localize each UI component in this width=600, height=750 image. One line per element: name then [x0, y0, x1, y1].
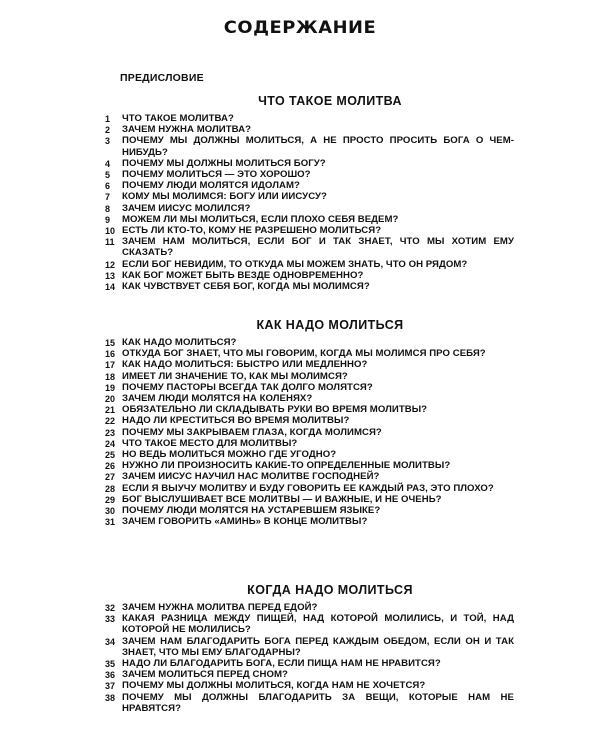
toc-entry: [0, 483, 600, 494]
entry-number: 7: [105, 192, 111, 203]
toc-entry: [0, 680, 600, 691]
entry-text: БОГ ВЫСЛУШИВАЕТ ВСЕ МОЛИТВЫ — И ВАЖНЫЕ, И НЕ ОЧЕНЬ?: [122, 493, 442, 505]
toc-entry: [0, 613, 600, 635]
entry-number: 3: [105, 136, 111, 147]
toc-entry: [0, 636, 600, 658]
section-heading: КАК НАДО МОЛИТЬСЯ: [256, 318, 404, 332]
toc-entry: [0, 124, 600, 135]
entry-text: ОБЯЗАТЕЛЬНО ЛИ СКЛАДЫВАТЬ РУКИ ВО ВРЕМЯ МОЛИТВЫ?: [122, 404, 428, 416]
entry-text: НУЖНО ЛИ ПРОИЗНОСИТЬ КАКИЕ-ТО ОПРЕДЕЛЕННЫЕ МОЛИТВЫ?: [122, 460, 451, 472]
toc-entry: [0, 236, 600, 258]
toc-entry: [0, 359, 600, 370]
entry-text: ЕСЛИ БОГ НЕВИДИМ, ТО ОТКУДА МЫ МОЖЕМ ЗНАТЬ, ЧТО ОН РЯДОМ?: [122, 258, 468, 270]
entry-text: ЗАЧЕМ ИИСУС НАУЧИЛ НАС МОЛИТВЕ ГОСПОДНЕЙ?: [122, 471, 380, 483]
toc-entry: [0, 135, 600, 157]
entry-text: ЕСЛИ Я ВЫУЧУ МОЛИТВУ И БУДУ ГОВОРИТЬ ЕЕ КАЖДЫЙ РАЗ, ЭТО ПЛОХО?: [122, 482, 494, 494]
toc-entry: [0, 214, 600, 225]
section-heading: КОГДА НАДО МОЛИТЬСЯ: [247, 583, 413, 597]
toc-entry: [0, 427, 600, 438]
entry-number: 27: [105, 472, 116, 483]
entry-text: ПОЧЕМУ МОЛИТЬСЯ — ЭТО ХОРОШО?: [122, 169, 311, 181]
toc-entry: [0, 270, 600, 281]
toc-entry: [0, 169, 600, 180]
entry-text: НО ВЕДЬ МОЛИТЬСЯ МОЖНО ГДЕ УГОДНО?: [122, 449, 337, 461]
toc-entry: [0, 225, 600, 236]
entry-number: 26: [105, 461, 116, 472]
entry-number: 38: [105, 692, 116, 703]
entry-number: 21: [105, 405, 116, 416]
entry-text: ЕСТЬ ЛИ КТО-ТО, КОМУ НЕ РАЗРЕШЕНО МОЛИТЬСЯ?: [122, 225, 382, 237]
section-what-is-prayer: [0, 94, 600, 292]
toc-entry: [0, 438, 600, 449]
section-how-to-pray: [0, 318, 600, 527]
entry-text: КОМУ МЫ МОЛИМСЯ: БОГУ ИЛИ ИИСУСУ?: [122, 191, 327, 203]
entry-number: 18: [105, 371, 116, 382]
entry-number: 5: [105, 170, 111, 181]
toc-entry: [0, 259, 600, 270]
entry-text: ПОЧЕМУ ЛЮДИ МОЛЯТСЯ ИДОЛАМ?: [122, 180, 300, 192]
toc-entry: [0, 371, 600, 382]
section-heading: ЧТО ТАКОЕ МОЛИТВА: [258, 94, 402, 108]
toc-entry: [0, 404, 600, 415]
toc-entry: [0, 281, 600, 292]
entry-text: ЗАЧЕМ ГОВОРИТЬ «АМИНЬ» В КОНЦЕ МОЛИТВЫ?: [122, 516, 368, 528]
entry-number: 33: [105, 614, 116, 625]
page-title: СОДЕРЖАНИЕ: [223, 18, 377, 38]
preface-entry: ПРЕДИСЛОВИЕ: [120, 72, 204, 84]
entry-text: ОТКУДА БОГ ЗНАЕТ, ЧТО МЫ ГОВОРИМ, КОГДА МЫ МОЛИМСЯ ПРО СЕБЯ?: [122, 348, 486, 360]
entry-number: 14: [105, 282, 116, 293]
toc-entry: [0, 180, 600, 191]
entry-number: 13: [105, 270, 116, 281]
entry-text: ЗАЧЕМ ИИСУС МОЛИЛСЯ?: [122, 202, 251, 214]
entry-number: 10: [105, 226, 116, 237]
entry-text: КАК НАДО МОЛИТЬСЯ: БЫСТРО ИЛИ МЕДЛЕННО?: [122, 359, 368, 371]
entry-number: 35: [105, 659, 116, 670]
entry-text: ИМЕЕТ ЛИ ЗНАЧЕНИЕ ТО, КАК МЫ МОЛИМСЯ?: [122, 370, 348, 382]
entry-text: ЧТО ТАКОЕ МЕСТО ДЛЯ МОЛИТВЫ?: [122, 437, 298, 449]
entry-text: НАДО ЛИ КРЕСТИТЬСЯ ВО ВРЕМЯ МОЛИТВЫ?: [122, 415, 350, 427]
toc-entry: [0, 516, 600, 527]
entry-number: 22: [105, 416, 116, 427]
entry-number: 32: [105, 603, 116, 613]
entry-number: 4: [105, 158, 111, 169]
entry-number: 11: [105, 237, 115, 248]
entry-text: ПОЧЕМУ ПАСТОРЫ ВСЕГДА ТАК ДОЛГО МОЛЯТСЯ?: [122, 381, 373, 393]
entry-text: КАКАЯ РАЗНИЦА МЕЖДУ ПИЩЕЙ, НАД КОТОРОЙ МОЛИЛИСЬ, И ТОЙ, НАД КОТОРОЙ НЕ МОЛИЛИСЬ?: [122, 613, 514, 636]
entry-text: КАК НАДО МОЛИТЬСЯ?: [122, 337, 237, 348]
entry-text: НАДО ЛИ БЛАГОДАРИТЬ БОГА, ЕСЛИ ПИЩА НАМ НЕ НРАВИТСЯ?: [122, 658, 441, 670]
entry-text: ПОЧЕМУ МЫ ДОЛЖНЫ МОЛИТЬСЯ, А НЕ ПРОСТО ПРОСИТЬ БОГА О ЧЕМ-НИБУДЬ?: [122, 135, 514, 158]
toc-entry: [0, 449, 600, 460]
toc-entry: [0, 158, 600, 169]
toc-entry: [0, 494, 600, 505]
toc-entry: [0, 113, 600, 124]
entry-number: 16: [105, 349, 116, 360]
section-when-to-pray: [0, 583, 600, 714]
toc-entry: [0, 415, 600, 426]
entry-number: 20: [105, 394, 116, 405]
entry-text: ПОЧЕМУ МЫ ДОЛЖНЫ МОЛИТЬСЯ БОГУ?: [122, 157, 326, 169]
toc-entry: [0, 191, 600, 202]
entry-text: ПОЧЕМУ ЛЮДИ МОЛЯТСЯ НА УСТАРЕВШЕМ ЯЗЫКЕ?: [122, 505, 381, 517]
entry-number: 17: [105, 360, 116, 371]
entry-number: 30: [105, 506, 116, 517]
entry-number: 15: [105, 338, 116, 348]
toc-entry: [0, 505, 600, 516]
entry-number: 2: [105, 125, 111, 136]
entry-text: ЗАЧЕМ НУЖНА МОЛИТВА?: [122, 124, 252, 136]
toc-entry: [0, 602, 600, 613]
entry-text: КАК ЧУВСТВУЕТ СЕБЯ БОГ, КОГДА МЫ МОЛИМСЯ?: [122, 281, 370, 293]
entry-text: ПОЧЕМУ МЫ ДОЛЖНЫ МОЛИТЬСЯ, КОГДА НАМ НЕ ХОЧЕТСЯ?: [122, 680, 426, 692]
entry-number: 9: [105, 214, 111, 225]
entry-text: ПОЧЕМУ МЫ ДОЛЖНЫ БЛАГОДАРИТЬ ЗА ВЕЩИ, КОТОРЫЕ НАМ НЕ НРАВЯТСЯ?: [122, 691, 514, 714]
toc-entry: [0, 393, 600, 404]
entry-text: ЗАЧЕМ НУЖНА МОЛИТВА ПЕРЕД ЕДОЙ?: [122, 602, 318, 613]
entry-number: 24: [105, 438, 116, 449]
toc-entry: [0, 348, 600, 359]
entry-number: 12: [105, 259, 116, 270]
toc-entry: [0, 337, 600, 348]
entry-text: ЗАЧЕМ ЛЮДИ МОЛЯТСЯ НА КОЛЕНЯХ?: [122, 393, 313, 405]
entry-number: 36: [105, 670, 116, 681]
entry-number: 6: [105, 181, 111, 192]
toc-entry: [0, 669, 600, 680]
toc-entry: [0, 471, 600, 482]
entry-number: 1: [105, 114, 111, 124]
entry-number: 34: [105, 636, 116, 647]
entry-text: МОЖЕМ ЛИ МЫ МОЛИТЬСЯ, ЕСЛИ ПЛОХО СЕБЯ ВЕДЕМ?: [122, 213, 399, 225]
toc-entry: [0, 658, 600, 669]
entry-text: ЗАЧЕМ НАМ БЛАГОДАРИТЬ БОГА ПЕРЕД КАЖДЫМ ОБЕДОМ, ЕСЛИ ОН И ТАК ЗНАЕТ, ЧТО МЫ ЕМУ БЛАГОДАРНЫ?: [122, 635, 514, 658]
entry-number: 28: [105, 483, 116, 494]
toc-entry: [0, 692, 600, 714]
toc-entry: [0, 382, 600, 393]
entry-number: 25: [105, 450, 116, 461]
entry-number: 37: [105, 681, 116, 692]
entry-number: 31: [105, 517, 116, 528]
entry-text: КАК БОГ МОЖЕТ БЫТЬ ВЕЗДЕ ОДНОВРЕМЕННО?: [122, 269, 364, 281]
entry-text: ЧТО ТАКОЕ МОЛИТВА?: [122, 113, 234, 124]
toc-entry: [0, 460, 600, 471]
entry-text: ЗАЧЕМ МОЛИТЬСЯ ПЕРЕД СНОМ?: [122, 669, 288, 681]
toc-entry: [0, 203, 600, 214]
entry-number: 19: [105, 382, 116, 393]
entry-number: 23: [105, 427, 116, 438]
entry-number: 8: [105, 203, 111, 214]
entry-number: 29: [105, 494, 116, 505]
entry-text: ЗАЧЕМ НАМ МОЛИТЬСЯ, ЕСЛИ БОГ И ТАК ЗНАЕТ, ЧТО МЫ ХОТИМ ЕМУ СКАЗАТЬ?: [122, 236, 514, 259]
entry-text: ПОЧЕМУ МЫ ЗАКРЫВАЕМ ГЛАЗА, КОГДА МОЛИМСЯ?: [122, 426, 382, 438]
